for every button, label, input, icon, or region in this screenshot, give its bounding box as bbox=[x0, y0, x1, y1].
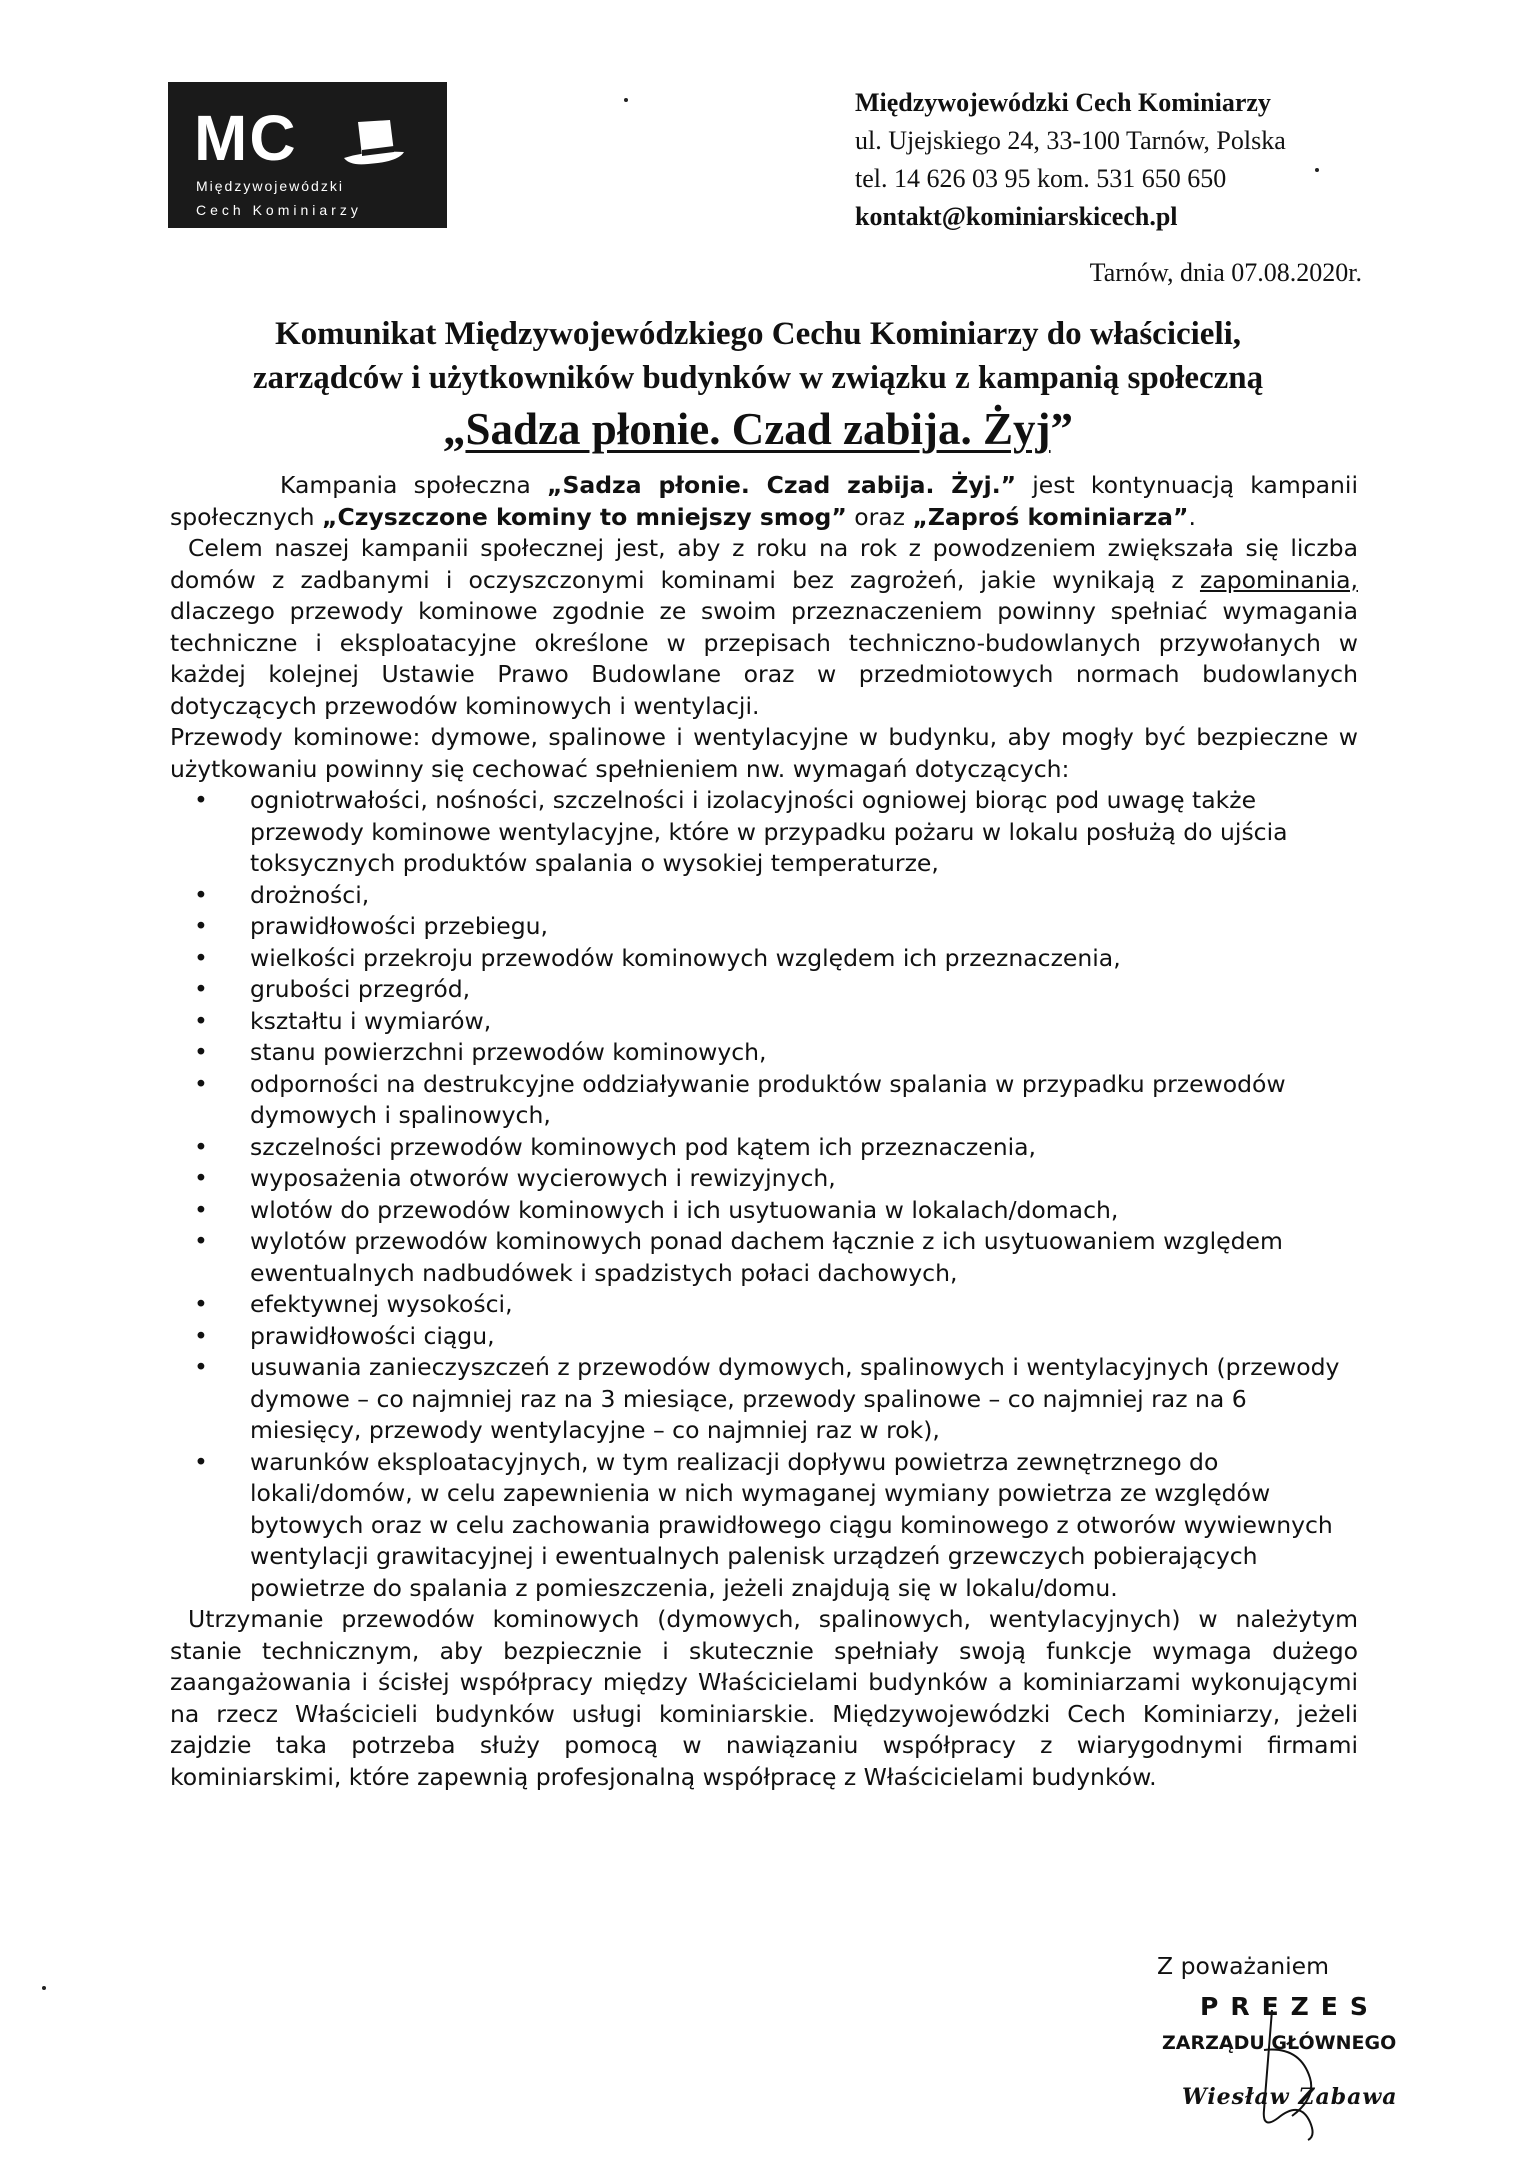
campaign-name: „Zaproś kominiarza” bbox=[912, 502, 1189, 531]
list-item: • grubości przegród, bbox=[250, 974, 1358, 1006]
list-item: • warunków eksploatacyjnych, w tym realizacji dopływu powietrza zewnętrznego do lokali/domów, w celu zapewnienia w nich wymaganej wymiany powietrza ze względów bytowych oraz w celu zachowania prawidłowego ciągu kominowego z otworów wywiewnych wentylacji grawitacyjnej i ewentualnych palenisk urządzeń grzewczych pobierających powietrze do spalania z pomieszczenia, jeżeli znajdują się w lokalu/domu. bbox=[250, 1447, 1358, 1605]
list-item: • drożności, bbox=[250, 880, 1358, 912]
slogan-close-quote: ” bbox=[1050, 404, 1074, 454]
document-title bbox=[150, 312, 1366, 400]
list-item: • wielkości przekroju przewodów kominowych względem ich przeznaczenia, bbox=[250, 943, 1358, 975]
logo-line-1: Międzywojewódzki bbox=[196, 178, 344, 194]
signature-stamp bbox=[1160, 1990, 1430, 2150]
list-item: • szczelności przewodów kominowych pod kątem ich przeznaczenia, bbox=[250, 1132, 1358, 1164]
intro-paragraph bbox=[170, 470, 1358, 533]
document-date: Tarnów, dnia 07.08.2020r. bbox=[1089, 258, 1362, 287]
slogan-open-quote: „ bbox=[442, 404, 466, 454]
scan-speck bbox=[624, 98, 628, 102]
campaign-name: „Czyszczone kominy to mniejszy smog” bbox=[322, 502, 847, 531]
list-item: • wylotów przewodów kominowych ponad dachem łącznie z ich usytuowaniem względem ewentualnych nadbudówek i spadzistych połaci dachowych, bbox=[250, 1226, 1358, 1289]
goal-text: dlaczego przewody kominowe zgodnie ze swoim przeznaczeniem powinny spełniać wymagania techniczne i eksploatacyjne określone w przepisach techniczno-budowlanych przywołanych w każdej kolejnej Ustawie Prawo Budowlane oraz w przedmiotowych normach budowlanych dotyczących przewodów kominowych i wentylacji. bbox=[170, 597, 1358, 720]
slogan-text: Sadza płonie. Czad zabija. Żyj bbox=[465, 404, 1051, 454]
requirements-intro: Przewody kominowe: dymowe, spalinowe i wentylacyjne w budynku, aby mogły być bezpieczne w użytkowaniu powinny się cechować spełnieniem nw. wymagań dotyczących: bbox=[170, 723, 1358, 783]
intro-text: Kampania społeczna bbox=[280, 471, 547, 499]
underlined-word: zapominania, bbox=[1199, 565, 1358, 594]
intro-text: jest kontynuacją kampanii społecznych bbox=[170, 471, 1358, 531]
list-item: • wyposażenia otworów wycierowych i rewizyjnych, bbox=[250, 1163, 1358, 1195]
letterhead-address bbox=[855, 84, 1286, 236]
logo-mark: MC bbox=[194, 102, 298, 174]
goal-paragraph bbox=[170, 533, 1358, 722]
scan-speck bbox=[42, 1986, 46, 1990]
cooperation-paragraph: Utrzymanie przewodów kominowych (dymowych, spalinowych, wentylacyjnych) w należytym stanie technicznym, aby bezpiecznie i skutecznie spełniały swoją funkcje wymaga dużego zaangażowania i ścisłej współpracy między Właścicielami budynków a kominiarzami wykonującymi na rzecz Właścicieli budynków usługi kominiarskie. Międzywojewódzki Cech Kominiarzy, jeżeli zajdzie taka potrzeba służy pomocą w nawiązaniu współpracy z wiarygodnymi firmami kominiarskimi, które zapewnią profesjonalną współpracę z Właścicielami budynków. bbox=[170, 1605, 1358, 1791]
street-address: ul. Ujejskiego 24, 33-100 Tarnów, Polska bbox=[855, 126, 1286, 155]
campaign-slogan bbox=[150, 402, 1366, 456]
list-item: • stanu powierzchni przewodów kominowych, bbox=[250, 1037, 1358, 1069]
list-item: • wlotów do przewodów kominowych i ich usytuowania w lokalach/domach, bbox=[250, 1195, 1358, 1227]
campaign-name: „Sadza płonie. Czad zabija. Żyj.” bbox=[547, 471, 1017, 499]
handwritten-signature bbox=[1160, 1990, 1430, 2150]
list-item: • prawidłowości ciągu, bbox=[250, 1321, 1358, 1353]
top-hat-icon bbox=[338, 116, 408, 170]
stamp-name: Wiesław Zabawa bbox=[1182, 2084, 1398, 2110]
organization-logo bbox=[168, 82, 447, 228]
stamp-title: PREZES bbox=[1200, 1992, 1380, 2021]
organization-name: Międzywojewódzki Cech Kominiarzy bbox=[855, 88, 1271, 117]
logo-line-2: Cech Kominiarzy bbox=[196, 202, 362, 218]
list-item: • ogniotrwałości, nośności, szczelności i izolacyjności ogniowej biorąc pod uwagę także przewody kominowe wentylacyjne, które w przypadku pożaru w lokalu posłużą do ujścia toksycznych produktów spalania o wysokiej temperaturze, bbox=[250, 785, 1358, 880]
intro-text: oraz bbox=[846, 502, 913, 531]
closing-phrase: Z poważaniem bbox=[1157, 1952, 1329, 1980]
title-line-1: Komunikat Międzywojewódzkiego Cechu Kominiarzy do właścicieli, bbox=[274, 316, 1242, 352]
list-item: • kształtu i wymiarów, bbox=[250, 1006, 1358, 1038]
list-item: • prawidłowości przebiegu, bbox=[250, 911, 1358, 943]
stamp-subtitle: ZARZĄDU GŁÓWNEGO bbox=[1162, 2032, 1397, 2054]
letter-body bbox=[170, 470, 1358, 1793]
scan-speck bbox=[1315, 168, 1319, 172]
title-line-2: zarządców i użytkowników budynków w związku z kampanią społeczną bbox=[252, 360, 1264, 396]
list-item: • usuwania zanieczyszczeń z przewodów dymowych, spalinowych i wentylacyjnych (przewody dymowe – co najmniej raz na 3 miesiące, przewody spalinowe – co najmniej raz na 6 miesięcy, przewody wentylacyjne – co najmniej raz w rok), bbox=[250, 1352, 1358, 1447]
list-item: • odporności na destrukcyjne oddziaływanie produktów spalania w przypadku przewodów dymowych i spalinowych, bbox=[250, 1069, 1358, 1132]
requirements-list bbox=[170, 785, 1358, 1604]
goal-text: Celem naszej kampanii społecznej jest, aby z roku na rok z powodzeniem zwiększała się liczba domów z zadbanymi i oczyszczonymi kominami bez zagrożeń, jakie wynikają z bbox=[170, 534, 1358, 594]
phone-number: tel. 14 626 03 95 kom. 531 650 650 bbox=[855, 164, 1227, 193]
intro-text: . bbox=[1188, 502, 1196, 531]
email-address[interactable]: kontakt@kominiarskicech.pl bbox=[855, 202, 1178, 231]
list-item: • efektywnej wysokości, bbox=[250, 1289, 1358, 1321]
